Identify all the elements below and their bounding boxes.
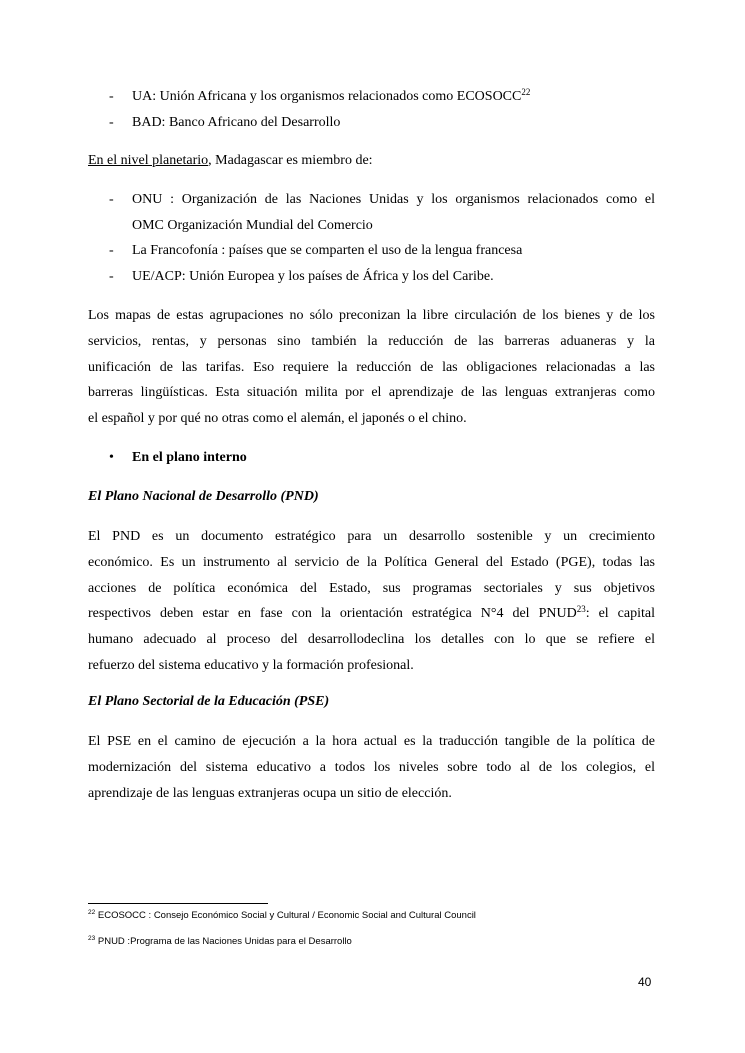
paragraph-line: modernización del sistema educativo a todos los niveles sobre todo al de los colegios, el <box>88 759 655 775</box>
footnote-number: 22 <box>88 909 96 916</box>
footnote-number: 23 <box>88 935 96 942</box>
footnote-text: PNUD :Programa de las Naciones Unidas para el Desarrollo <box>95 936 352 947</box>
underlined-phrase: En el nivel planetario <box>88 153 209 168</box>
paragraph-line: humano adecuado al proceso del desarrollodeclina los detalles con lo que se refiere el <box>88 632 655 648</box>
list-item-text: BAD: Banco Africano del Desarrollo <box>132 115 341 130</box>
list-dash: - <box>109 89 114 104</box>
bullet-icon: • <box>109 450 114 465</box>
page-number: 40 <box>638 975 652 989</box>
list-item-text: UE/ACP: Unión Europea y los países de África y los del Caribe. <box>132 269 494 284</box>
paragraph-line: aprendizaje de las lenguas extranjeras ocupa un sitio de elección. <box>88 785 452 801</box>
paragraph-line: Los mapas de estas agrupaciones no sólo preconizan la libre circulación de los bienes y de los <box>88 308 655 323</box>
section-label: En el plano interno <box>132 450 247 465</box>
paragraph-line: refuerzo del sistema educativo y la formación profesional. <box>88 657 414 673</box>
paragraph-line: unificación de las tarifas. Eso requiere la reducción de las obligaciones relacionadas a las <box>88 359 655 375</box>
list-dash: - <box>109 192 114 207</box>
list-item-text: ONU : Organización de las Naciones Unidas y los organismos relacionados como el <box>132 192 655 207</box>
paragraph-line: El PSE en el camino de ejecución a la hora actual es la traducción tangible de la política de <box>88 734 655 749</box>
footnote <box>88 910 476 921</box>
paragraph-line: El PND es un documento estratégico para un desarrollo sostenible y un crecimiento <box>88 529 655 544</box>
list-item-text: OMC Organización Mundial del Comercio <box>132 218 373 233</box>
footnote-ref: 22 <box>521 87 531 97</box>
planetary-intro <box>88 148 655 174</box>
maps-paragraph <box>88 303 655 432</box>
pnd-paragraph <box>88 524 655 679</box>
section-heading: El Plano Sectorial de la Educación (PSE) <box>88 694 330 709</box>
paragraph-line: servicios, rentas, y personas sino también la reducción de las barreras aduaneras y la <box>88 333 655 349</box>
list-dash: - <box>109 243 114 258</box>
pse-paragraph <box>88 729 655 806</box>
intro-text: , Madagascar es miembro de: <box>208 153 373 168</box>
paragraph-line: económico. Es un instrumento al servicio de la Política General del Estado (PGE), todas las <box>88 554 655 570</box>
list-dash: - <box>109 269 114 284</box>
list-item-text: UA: Unión Africana y los organismos relacionados como ECOSOCC$^{22}$ <box>132 87 531 104</box>
section-heading: El Plano Nacional de Desarrollo (PND) <box>88 489 319 504</box>
list-item-text: La Francofonía : países que se comparten el uso de la lengua francesa <box>132 243 523 258</box>
paragraph-line: acciones de política económica del Estado, sus programas sectoriales y sus objetivos <box>88 580 655 596</box>
footnote-ref: 23 <box>576 604 586 615</box>
footnote <box>88 936 352 947</box>
footnote-separator <box>88 903 268 904</box>
paragraph-line: respectivos deben estar en fase con la orientación estratégica N°4 del PNUD$^{23}$: el capital <box>88 604 655 622</box>
paragraph-line: el español y por qué no otras como el alemán, el japonés o el chino. <box>88 411 467 427</box>
footnote-text: ECOSOCC : Consejo Económico Social y Cultural / Economic Social and Cultural Council <box>95 910 476 921</box>
list-dash: - <box>109 115 114 130</box>
paragraph-line: barreras lingüísticas. Esta situación milita por el aprendizaje de las lenguas extranjeras como <box>88 385 655 401</box>
